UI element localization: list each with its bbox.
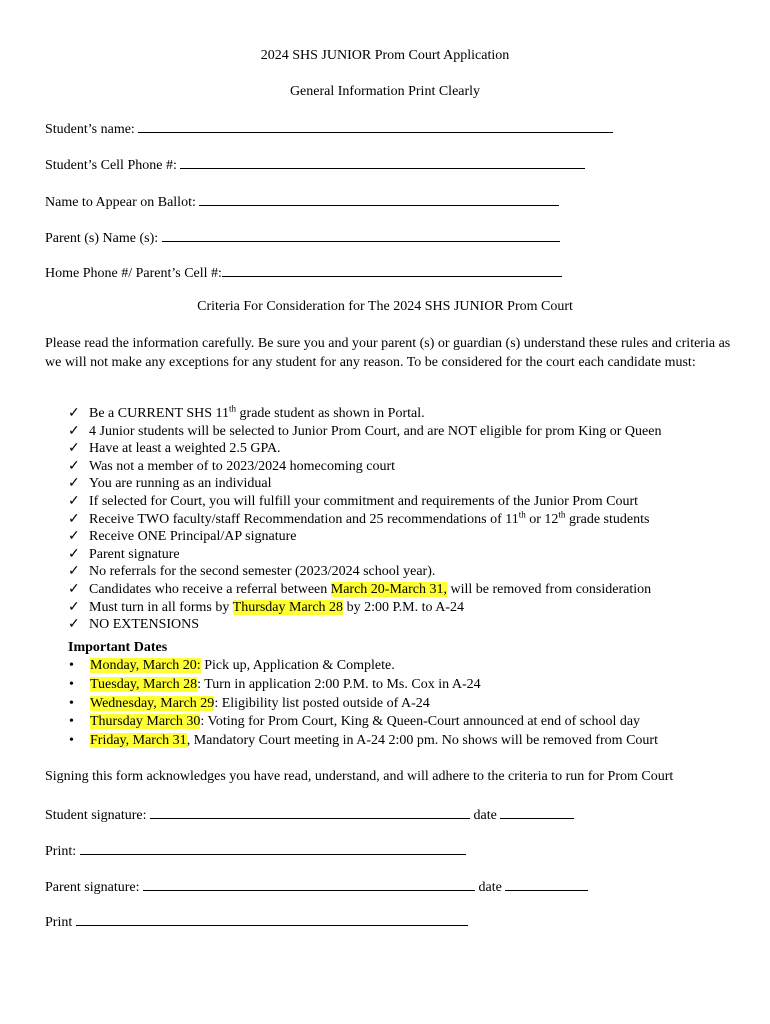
criteria-list xyxy=(68,405,661,634)
intro-paragraph: Please read the information carefully. Be sure you and your parent (s) or guardian (s) understand these rules and criteria as we will not make any exceptions for any student for any reason. To be considered for the court each candidate must: xyxy=(45,336,731,370)
list-item: ✓ Receive ONE Principal/AP signature xyxy=(68,529,297,545)
check-icon: ✓ xyxy=(68,529,80,545)
highlighted-date: March 20-March 31, xyxy=(330,581,448,597)
parent-print-input[interactable] xyxy=(76,912,468,926)
student-print-row xyxy=(45,841,466,860)
acknowledgement-text: Signing this form acknowledges you have read, understand, and will adhere to the criteria to run for Prom Court xyxy=(45,769,674,784)
page-subtitle: General Information Print Clearly xyxy=(289,84,481,99)
list-item: ✓ Was not a member of to 2023/2024 homecoming court xyxy=(68,458,396,474)
list-item: ✓ Parent signature xyxy=(68,546,180,562)
highlighted-date: Friday, March 31 xyxy=(90,733,187,749)
student-name-input[interactable] xyxy=(138,119,613,133)
student-cell-field xyxy=(45,155,585,174)
student-name-field xyxy=(45,119,613,138)
student-signature-row xyxy=(45,805,574,824)
student-cell-input[interactable] xyxy=(180,155,585,169)
check-icon: ✓ xyxy=(68,493,80,509)
parent-name-field xyxy=(45,228,560,247)
highlighted-date: Tuesday, March 28 xyxy=(90,676,198,692)
list-item: ✓ Must turn in all forms by Thursday March 28 by 2:00 P.M. to A-24 xyxy=(68,599,465,615)
check-icon: ✓ xyxy=(68,458,80,474)
highlighted-date: Wednesday, March 29 xyxy=(90,695,215,711)
parent-signature-input[interactable] xyxy=(143,877,475,891)
field-label: Parent (s) Name (s): xyxy=(45,231,159,246)
home-phone-input[interactable] xyxy=(222,263,562,277)
parent-name-input[interactable] xyxy=(162,228,560,242)
check-icon: ✓ xyxy=(68,423,80,439)
highlighted-date: Thursday March 30 xyxy=(90,714,201,730)
ballot-name-field xyxy=(45,192,559,211)
field-label: Parent signature: xyxy=(45,880,140,895)
page-title: 2024 SHS JUNIOR Prom Court Application xyxy=(260,48,510,63)
list-item: ✓ 4 Junior students will be selected to Junior Prom Court, and are NOT eligible for prom King or Queen xyxy=(68,423,662,439)
bullet-icon: • xyxy=(69,658,74,673)
list-item: ✓ Be a CURRENT SHS 11th grade student as shown in Portal. xyxy=(68,403,425,421)
bullet-icon: • xyxy=(69,733,74,749)
highlighted-date: Thursday March 28 xyxy=(232,599,344,615)
field-label: Student signature: xyxy=(45,808,147,823)
student-date-input[interactable] xyxy=(500,805,574,819)
list-item: ✓ NO EXTENSIONS xyxy=(68,617,200,633)
bullet-icon: • xyxy=(69,676,74,692)
list-item: ✓ Have at least a weighted 2.5 GPA. xyxy=(68,441,281,457)
field-label: date xyxy=(478,880,502,895)
criteria-heading: Criteria For Consideration for The 2024 SHS JUNIOR Prom Court xyxy=(197,299,573,314)
list-item: • Tuesday, March 28: Turn in application 2:00 P.M. to Ms. Cox in A-24 xyxy=(68,676,658,695)
field-label: Print xyxy=(45,915,73,930)
list-item: ✓ If selected for Court, you will fulfill your commitment and requirements of the Junior Prom Court xyxy=(68,493,639,509)
list-item: ✓ Receive TWO faculty/staff Recommendation and 25 recommendations of 11th or 12th grade students xyxy=(68,508,650,527)
ballot-name-input[interactable] xyxy=(199,192,559,206)
check-icon: ✓ xyxy=(68,476,80,492)
list-item: • Monday, March 20: Pick up, Application & Complete. xyxy=(68,657,658,676)
important-dates-list xyxy=(68,657,658,751)
list-item: • Friday, March 31, Mandatory Court meeting in A-24 2:00 pm. No shows will be removed from Court xyxy=(68,732,658,751)
check-icon: ✓ xyxy=(68,546,80,562)
check-icon: ✓ xyxy=(68,406,80,421)
home-phone-field xyxy=(45,263,562,282)
parent-signature-row xyxy=(45,877,588,896)
field-label: Home Phone #/ Parent’s Cell #: xyxy=(45,266,222,281)
check-icon: ✓ xyxy=(68,581,80,597)
list-item: • Thursday March 30: Voting for Prom Court, King & Queen-Court announced at end of school day xyxy=(68,713,658,732)
check-icon: ✓ xyxy=(68,599,80,615)
parent-date-input[interactable] xyxy=(505,877,588,891)
check-icon: ✓ xyxy=(68,511,80,527)
field-label: date xyxy=(473,808,497,823)
field-label: Student’s name: xyxy=(45,122,135,137)
bullet-icon: • xyxy=(69,714,74,730)
important-dates-heading: Important Dates xyxy=(68,640,168,655)
list-item: ✓ You are running as an individual xyxy=(68,476,272,492)
field-label: Name to Appear on Ballot: xyxy=(45,195,196,210)
highlighted-date: Monday, March 20: xyxy=(90,658,201,673)
bullet-icon: • xyxy=(69,695,74,711)
student-signature-input[interactable] xyxy=(150,805,470,819)
list-item: ✓ Candidates who receive a referral between March 20-March 31, will be removed from consideration xyxy=(68,581,652,597)
field-label: Print: xyxy=(45,844,77,859)
list-item: ✓ No referrals for the second semester (2023/2024 school year). xyxy=(68,564,436,580)
student-print-input[interactable] xyxy=(80,841,466,855)
parent-print-row xyxy=(45,912,468,931)
field-label: Student’s Cell Phone #: xyxy=(45,158,177,173)
check-icon: ✓ xyxy=(68,564,80,580)
check-icon: ✓ xyxy=(68,617,80,633)
check-icon: ✓ xyxy=(68,441,80,457)
list-item: • Wednesday, March 29: Eligibility list posted outside of A-24 xyxy=(68,695,658,714)
